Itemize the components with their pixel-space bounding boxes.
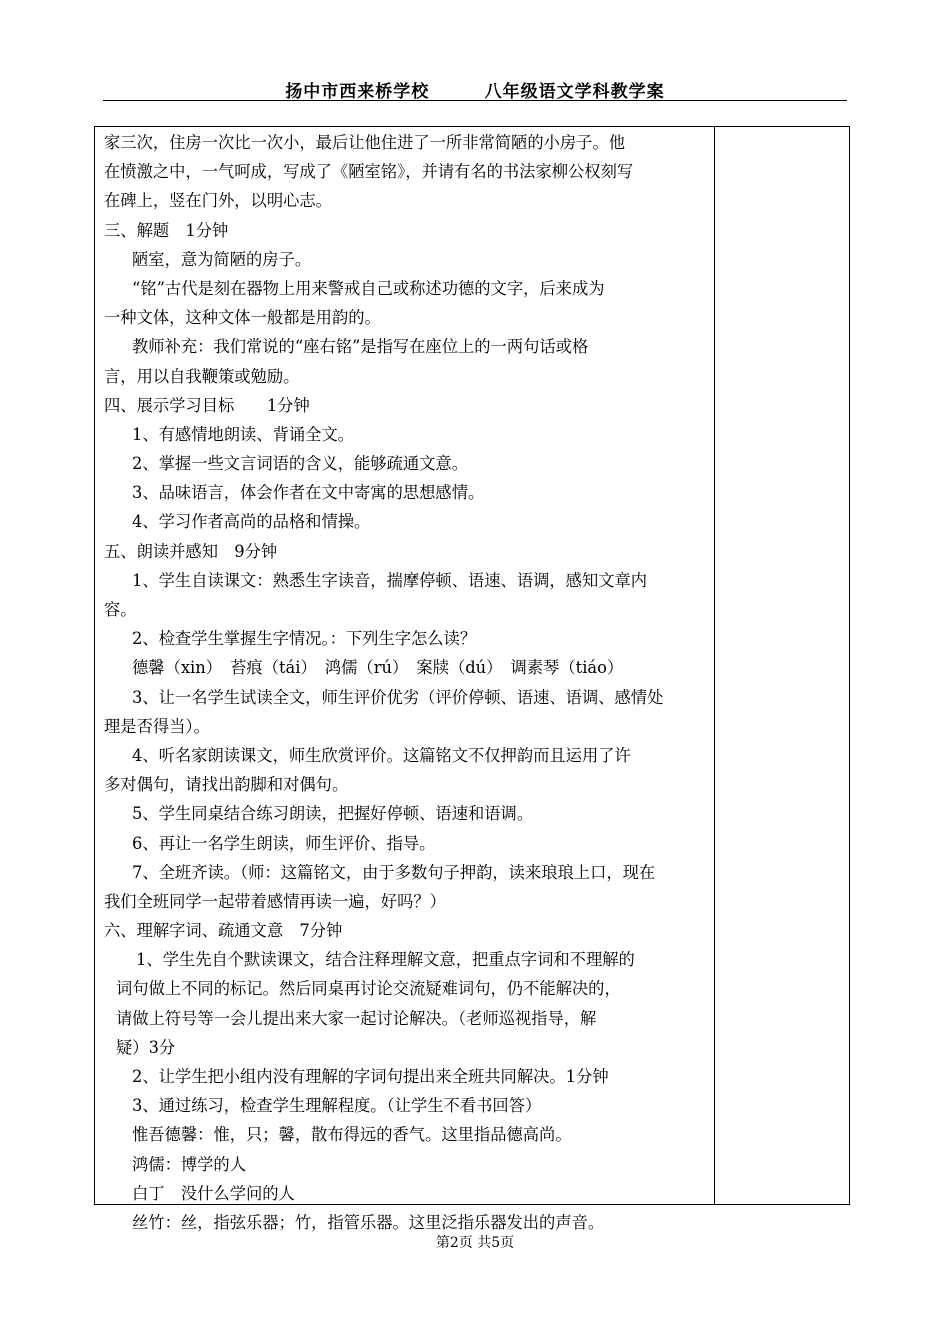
text-line: 丝竹：丝，指弦乐器；竹，指管乐器。这里泛指乐器发出的声音。 [132, 1212, 605, 1232]
text-line: 家三次，住房一次比一次小，最后让他住进了一所非常简陋的小房子。他 [104, 133, 626, 152]
text-line: 在愤激之中，一气呵成，写成了《陋室铭》，并请有名的书法家柳公权刻写 [104, 162, 634, 182]
text-line: 1、学生自读课文：熟悉生字读音，揣摩停顿、语速、语调，感知文章内 [132, 570, 648, 590]
text-line: 德馨（xin） 苔痕（tái） 鸿儒（rú） 案牍（dú） 调素琴（tiáo） [132, 658, 624, 678]
text-line: 陋室，意为简陋的房子。 [132, 249, 312, 269]
text-line: 疑）3分 [116, 1037, 176, 1057]
school-name: 扬中市西来桥学校 [285, 82, 430, 102]
text-line: 1、学生先自个默读课文，结合注释理解文意，把重点字词和不理解的 [136, 950, 635, 970]
text-line: 三、解题 1分钟 [104, 220, 229, 240]
text-line: 2、掌握一些文言词语的含义，能够疏通文意。 [132, 454, 468, 474]
text-line: 在碑上，竖在门外，以明心志。 [104, 191, 332, 211]
text-line: 教师补充：我们常说的“座右铭”是指写在座位上的一两句话或格 [132, 337, 589, 357]
text-line: 2、检查学生掌握生字情况。：下列生字怎么读？ [132, 629, 477, 649]
page-header [103, 77, 847, 102]
text-line: 请做上符号等一会儿提出来大家一起讨论解决。（老师巡视指导，解 [116, 1008, 597, 1028]
text-line: 惟吾德馨：惟，只；馨，散布得远的香气。这里指品德高尚。 [132, 1125, 572, 1145]
page-footer: 第2页 共5页 [435, 1235, 515, 1251]
text-line: 一种文体，这种文体一般都是用韵的。 [104, 308, 381, 328]
text-line: 3、通过练习，检查学生理解程度。（让学生不看书回答） [132, 1096, 542, 1116]
table-column-divider [714, 126, 715, 1205]
text-line: 多对偶句，请找出韵脚和对偶句。 [104, 775, 349, 795]
lesson-content [104, 128, 708, 1237]
text-line: 7、全班齐读。（师：这篇铭文，由于多数句子押韵，读来琅琅上口，现在 [132, 862, 656, 882]
text-line: 4、听名家朗读课文，师生欣赏评价。这篇铭文不仅押韵而且运用了许 [132, 745, 631, 765]
text-line: 词句做上不同的标记。然后同桌再讨论交流疑难词句，仍不能解决的， [116, 979, 621, 999]
text-line: 鸿儒：博学的人 [132, 1154, 246, 1174]
text-line: 容。 [104, 600, 137, 619]
text-line: 1、有感情地朗读、背诵全文。 [132, 424, 355, 444]
text-line: 6、再让一名学生朗读，师生评价、指导。 [132, 833, 436, 853]
text-line: 3、品味语言，体会作者在文中寄寓的思想感情。 [132, 483, 485, 503]
text-line: 2、让学生把小组内没有理解的字词句提出来全班共同解决。1分钟 [132, 1067, 609, 1086]
subject-title: 八年级语文学科教学案 [484, 82, 665, 102]
text-line: “铭”古代是刻在器物上用来警戒自己或称述功德的文字，后来成为 [132, 278, 605, 298]
text-line: 4、学习作者高尚的品格和情操。 [132, 512, 371, 532]
text-line: 理是否得当）。 [104, 716, 210, 736]
text-line: 言，用以自我鞭策或勉励。 [104, 366, 300, 386]
text-line: 我们全班同学一起带着感情再读一遍，好吗？） [104, 891, 446, 911]
text-line: 六、理解字词、疏通文意 7分钟 [104, 921, 343, 941]
text-line: 3、让一名学生试读全文，师生评价优劣（评价停顿、语速、语调、感情处 [132, 687, 664, 707]
header-rule [103, 100, 847, 101]
text-line: 白丁 没什么学问的人 [132, 1183, 295, 1203]
text-line: 5、学生同桌结合练习朗读，把握好停顿、语速和语调。 [132, 804, 534, 824]
text-line: 五、朗读并感知 9分钟 [104, 541, 278, 561]
text-line: 四、展示学习目标 1分钟 [104, 395, 310, 415]
